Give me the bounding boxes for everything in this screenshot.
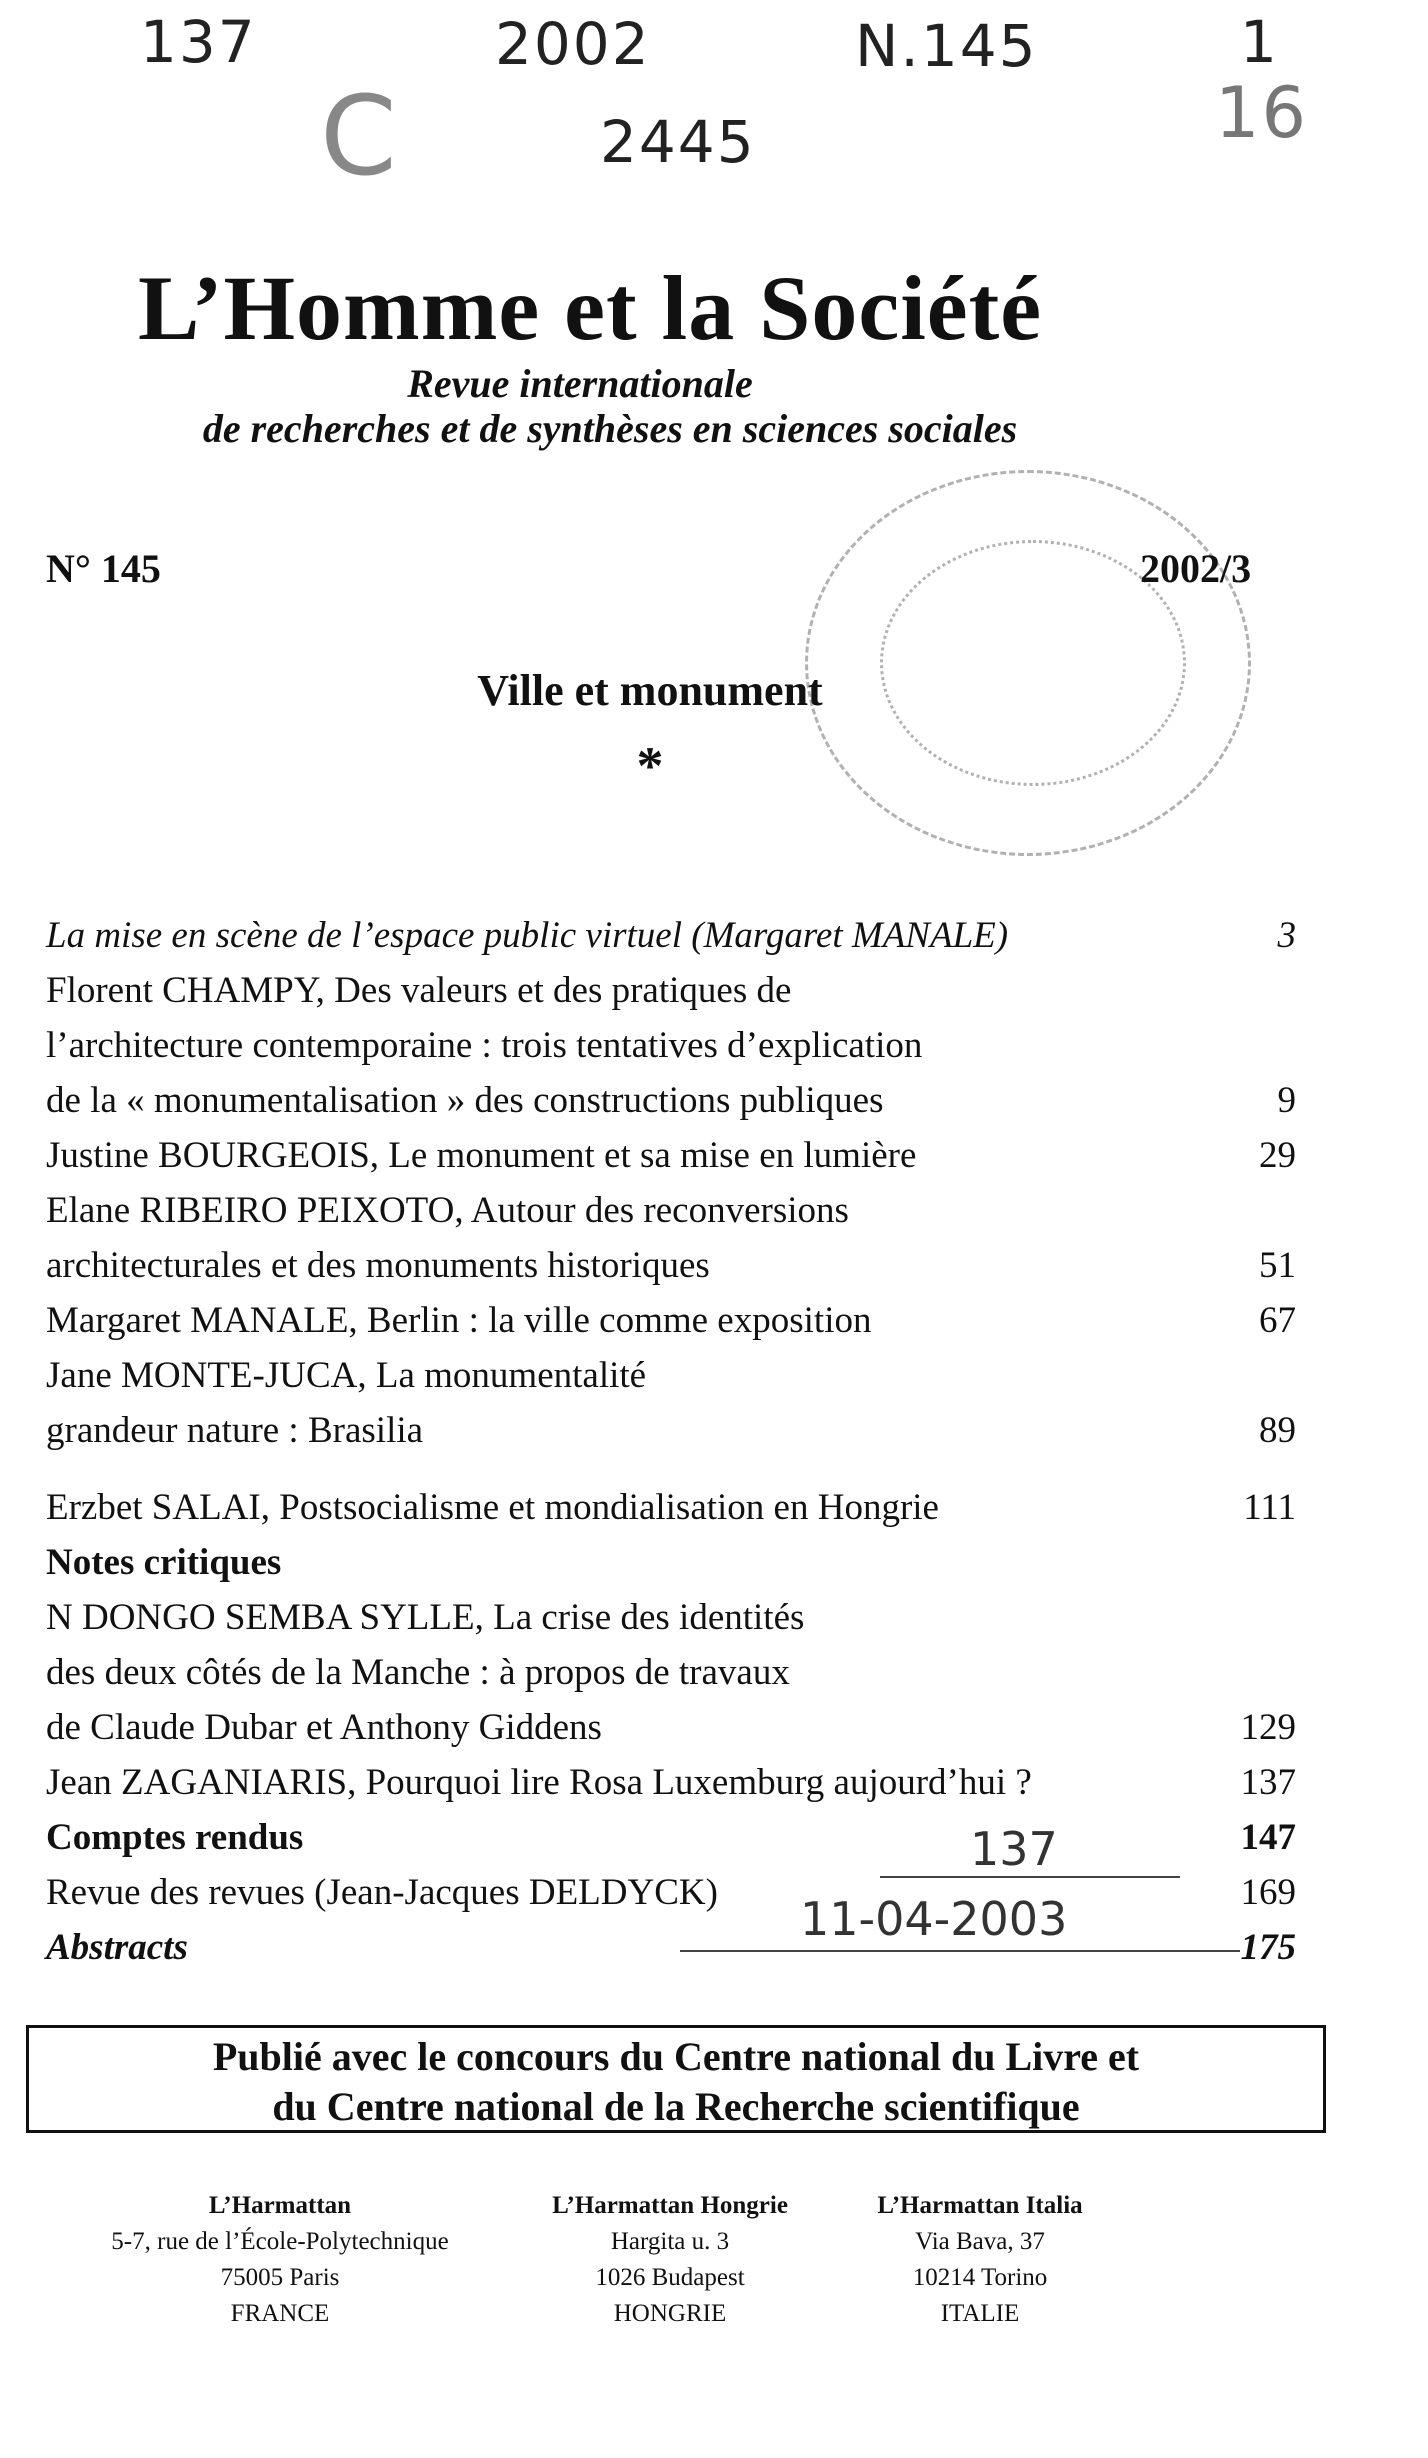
toc-page-number: 29: [1259, 1135, 1296, 1176]
toc-entry: Revue des revues (Jean-Jacques DELDYCK) 169: [46, 1865, 1296, 1920]
toc-entry: Justine BOURGEOIS, Le monument et sa mise en lumière 29: [46, 1128, 1296, 1183]
toc-page-number: 3: [1277, 915, 1296, 956]
publisher-italia: L’Harmattan Italia Via Bava, 37 10214 Torino ITALIE: [877, 2192, 1083, 2327]
toc-entry: Jean ZAGANIARIS, Pourquoi lire Rosa Luxemburg aujourd’hui ? 137: [46, 1755, 1296, 1810]
handwritten-issue-number: N.145: [855, 12, 1038, 80]
toc-page-number: 129: [1240, 1707, 1296, 1748]
toc-section-heading: Notes critiques: [46, 1542, 282, 1583]
journal-subtitle-line1: Revue internationale: [407, 361, 753, 406]
issue-number: N° 145: [46, 546, 161, 591]
toc-page-number: 175: [1240, 1927, 1296, 1968]
issue-theme: Ville et monument: [477, 666, 823, 715]
publication-notice: Publié avec le concours du Centre national du Livre et du Centre national de la Recherche scientifique: [26, 2025, 1326, 2133]
journal-title: L’Homme et la Société: [137, 257, 1043, 359]
toc-page-number: 147: [1240, 1817, 1296, 1858]
handwritten-annotation-date: 11-04-2003: [800, 1892, 1068, 1946]
toc-spacer: [46, 1458, 1296, 1480]
toc-entry: Florent CHAMPY, Des valeurs et des pratiques de l’architecture contemporaine : trois tentatives d’explication de la « monumentalisation » des constructions publiques 9: [46, 963, 1296, 1128]
toc-page-number: 111: [1243, 1487, 1296, 1528]
annotation-date-underline: [680, 1950, 1240, 1952]
journal-subtitle-line2: de recherches et de synthèses en sciences sociales: [202, 406, 1018, 451]
annotation-underline: [880, 1876, 1180, 1878]
table-of-contents: [46, 908, 1296, 1975]
toc-page-number: 137: [1240, 1762, 1296, 1803]
toc-entry: Elane RIBEIRO PEIXOTO, Autour des reconversions architecturales et des monuments historiques 51: [46, 1183, 1296, 1293]
handwritten-year: 2002: [495, 10, 651, 78]
handwritten-number-2445: 2445: [600, 108, 756, 176]
issue-date: 2002/3: [1140, 546, 1252, 591]
handwritten-annotation-number: 137: [970, 1822, 1058, 1876]
toc-entry: Margaret MANALE, Berlin : la ville comme exposition 67: [46, 1293, 1296, 1348]
toc-page-number: 169: [1240, 1872, 1296, 1913]
handwritten-ref-137: 137: [140, 8, 257, 76]
publisher-france: L’Harmattan 5-7, rue de l’École-Polytechnique 75005 Paris FRANCE: [111, 2192, 449, 2327]
toc-page-number: 67: [1259, 1300, 1296, 1341]
handwritten-mark-right: 1: [1240, 8, 1279, 76]
toc-entry: N DONGO SEMBA SYLLE, La crise des identités des deux côtés de la Manche : à propos de travaux de Claude Dubar et Anthony Giddens 129: [46, 1590, 1296, 1755]
handwritten-letter-c: C: [320, 72, 399, 200]
handwritten-code-right: 16: [1215, 72, 1309, 154]
toc-page-number: 89: [1259, 1410, 1296, 1451]
theme-asterisk: *: [636, 736, 664, 796]
toc-section-heading: Comptes rendus 147: [46, 1810, 1296, 1865]
publisher-hongrie: L’Harmattan Hongrie Hargita u. 3 1026 Budapest HONGRIE: [552, 2192, 788, 2327]
toc-page-number: 51: [1259, 1245, 1296, 1286]
toc-section-heading: Abstracts 175: [46, 1920, 1296, 1975]
toc-page-number: 9: [1277, 1080, 1296, 1121]
toc-entry: Erzbet SALAI, Postsocialisme et mondialisation en Hongrie 111: [46, 1480, 1296, 1535]
toc-entry: La mise en scène de l’espace public virtuel (Margaret MANALE) 3: [46, 908, 1296, 963]
toc-entry: Jane MONTE-JUCA, La monumentalité grandeur nature : Brasilia 89: [46, 1348, 1296, 1458]
